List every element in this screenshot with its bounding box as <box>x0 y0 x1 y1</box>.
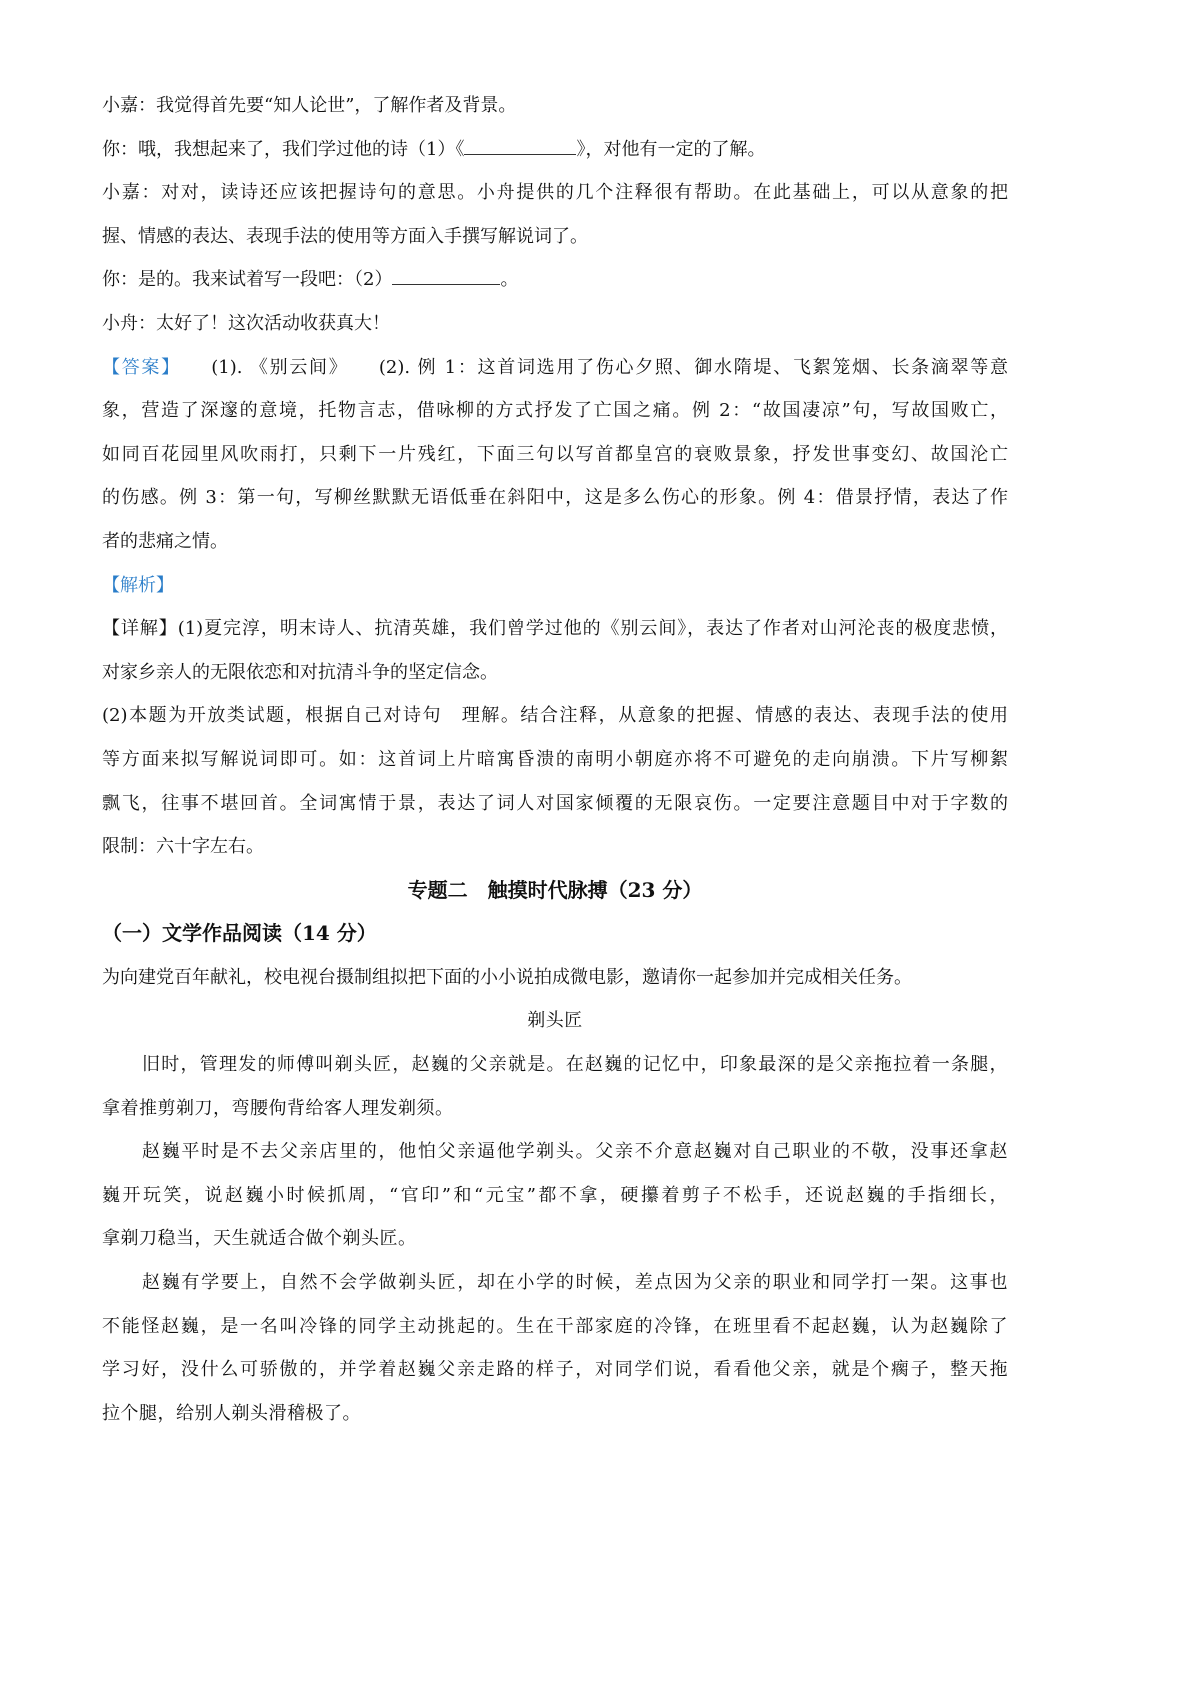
dialog-line <box>102 258 1008 302</box>
analysis-line: 等方面来拟写解说词即可。如：这首词上片暗寓昏溃的南明小朝庭亦将不可避免的走向崩溃。下片写柳絮 <box>102 748 1008 770</box>
story-title: 剃头匠 <box>527 1010 583 1032</box>
dialog-line: 小嘉：我觉得首先要“知人论世”，了解作者及背景。 <box>102 95 517 116</box>
story-line: 赵巍平时是不去父亲店里的，他怕父亲逼他学剃头。父亲不介意赵巍对自己职业的不敬，没事还拿赵 <box>142 1141 1008 1163</box>
subsection-title: （一）文学作品阅读（14 分） <box>102 921 377 946</box>
answer-line: 如同百花园里风吹雨打，只剩下一片残红，下面三句以写首都皇宫的衰败景象，抒发世事变幻、故国沦亡 <box>102 443 1008 465</box>
document-page <box>102 84 1008 1435</box>
analysis-line: (2)本题为开放类试题，根据自己对诗句 理解。结合注释，从意象的把握、情感的表达、表现手法的使用 <box>102 705 1008 727</box>
answer-line: 的伤感。例 3：第一句，写柳丝默默无语低垂在斜阳中，这是多么伤心的形象。例 4：借景抒情，表达了作 <box>102 487 1008 509</box>
dialog-text: 》，对他有一定的了解。 <box>576 138 766 160</box>
story-line: 不能怪赵巍，是一名叫冷锋的同学主动挑起的。生在干部家庭的冷锋，在班里看不起赵巍，认为赵巍除了 <box>102 1315 1008 1337</box>
dialog-text: 你：是的。我来试着写一段吧：（2） <box>102 269 393 291</box>
answer-blank-1 <box>464 140 576 155</box>
dialog-text: 。 <box>500 269 519 291</box>
story-line: 拿着推剪剃刀，弯腰佝背给客人理发剃须。 <box>102 1097 454 1119</box>
intro-text: 为向建党百年献礼，校电视台摄制组拟把下面的小小说拍成微电影，邀请你一起参加并完成相关任务。 <box>102 966 912 988</box>
analysis-line: 限制：六十字左右。 <box>102 836 264 858</box>
dialog-line: 握、情感的表达、表现手法的使用等方面入手撰写解说词了。 <box>102 225 588 247</box>
analysis-label: 【解析】 <box>102 574 174 596</box>
story-line: 巍开玩笑，说赵巍小时候抓周，“官印”和“元宝”都不拿，硬攥着剪子不松手，还说赵巍的手指细长， <box>102 1184 1008 1206</box>
analysis-line: 【详解】(1)夏完淳，明末诗人、抗清英雄，我们曾学过他的《别云间》，表达了作者对山河沦丧的极度悲愤， <box>102 618 1008 640</box>
analysis-line: 对家乡亲人的无限依恋和对抗清斗争的坚定信念。 <box>102 661 498 683</box>
answer-label: 【答案】 <box>102 356 172 378</box>
story-line: 旧时，管理发的师傅叫剃头匠，赵巍的父亲就是。在赵巍的记忆中，印象最深的是父亲拖拉着一条腿， <box>142 1054 1008 1076</box>
story-line: 拿剃刀稳当，天生就适合做个剃头匠。 <box>102 1228 417 1250</box>
answer-line: 者的悲痛之情。 <box>102 530 228 552</box>
section-title: 专题二 触摸时代脉搏（23 分） <box>407 877 703 902</box>
answer-blank-2 <box>392 270 500 285</box>
dialog-line <box>102 128 1008 172</box>
dialog-line: 小嘉：对对，读诗还应该把握诗句的意思。小舟提供的几个注释很有帮助。在此基础上，可以从意象的把 <box>102 182 1008 204</box>
analysis-line: 飘飞，往事不堪回首。全词寓情于景，表达了词人对国家倾覆的无限哀伤。一定要注意题目中对于字数的 <box>102 792 1008 814</box>
story-line: 学习好，没什么可骄傲的，并学着赵巍父亲走路的样子，对同学们说，看看他父亲，就是个瘸子，整天拖 <box>102 1359 1008 1381</box>
dialog-text: 你：哦，我想起来了，我们学过他的诗（1）《 <box>102 138 465 160</box>
answer-line: 象，营造了深邃的意境，托物言志，借咏柳的方式抒发了亡国之痛。例 2：“故国凄凉”句，写故国败亡， <box>102 400 1008 422</box>
dialog-line: 小舟：太好了！这次活动收获真大！ <box>102 312 390 334</box>
answer-line <box>102 346 1008 390</box>
story-line: 拉个腿，给别人剃头滑稽极了。 <box>102 1402 361 1424</box>
answer-text: (1). 《别云间》 (2). 例 1：这首词选用了伤心夕照、御水隋堤、飞絮笼烟、长条滴翠等意 <box>211 356 1008 378</box>
story-line: 赵巍有学要上，自然不会学做剃头匠，却在小学的时候，差点因为父亲的职业和同学打一架。这事也 <box>142 1272 1008 1294</box>
